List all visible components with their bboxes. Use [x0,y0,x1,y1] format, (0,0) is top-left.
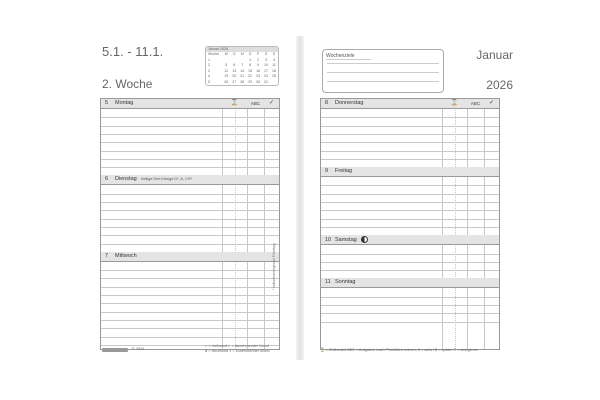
day-name: Sonntag [335,279,356,286]
day-label [325,100,363,106]
day-header [101,175,279,185]
moon-legend-1: ○ = Vollmond ◐ = abnehmender Mond [205,344,269,348]
day-number: 9 [325,168,329,175]
mini-calendar-cell: 20 [232,74,237,78]
date-range: 5.1. - 11.1. [102,44,164,59]
writing-line[interactable] [101,151,279,152]
column-divider [467,99,468,349]
day-name: Donnerstag [335,100,364,106]
checkmark-icon: ✓ [268,100,275,106]
writing-line[interactable] [101,244,279,245]
priority-header: ABC [470,101,481,106]
mini-calendar-cell: 7 [241,63,244,67]
writing-line[interactable] [101,134,279,135]
day-name: Montag [115,100,134,106]
mini-calendar-cell: 30 [256,79,261,84]
week-title: 2. Woche [102,77,153,91]
writing-line[interactable] [101,328,279,329]
weekly-goals-box[interactable] [322,49,444,93]
day-number: 8 [325,100,329,106]
writing-line[interactable] [101,303,279,304]
column-divider [484,99,485,349]
writing-line[interactable] [321,313,499,314]
mini-calendar-cell: 3 [208,68,210,73]
writing-line[interactable] [101,227,279,228]
writing-line[interactable] [101,167,279,168]
time-divider [455,99,456,349]
mini-calendar-cell: 19 [224,74,229,78]
moon-phase-icon [361,236,368,243]
writing-line[interactable] [101,320,279,321]
holiday-note: Heilige Drei Könige D*, A, CH* [140,177,192,182]
mini-calendar-cell: 11 [272,63,276,67]
day-header [321,278,499,288]
writing-line[interactable] [321,219,499,220]
cal-header: D [232,52,236,56]
moon-legend-2: ● = Neumond ◑ = zunehmender Mond [205,349,270,353]
priority-header: ABC [250,101,261,106]
writing-line[interactable] [321,322,499,323]
cal-header: M [240,52,244,56]
mini-calendar-cell: 5 [208,79,210,84]
day-label [105,176,192,182]
mini-calendar-cell: 17 [264,68,269,73]
mini-calendar-cell [270,80,278,86]
mini-calendar-cell: 4 [208,74,210,78]
mini-calendar-cell: 4 [273,57,275,62]
writing-line[interactable] [101,210,279,211]
day-name: Mittwoch [115,252,137,259]
mini-calendar-cell: 10 [264,63,269,67]
mini-calendar-cell: 24 [264,74,269,78]
writing-line[interactable] [321,305,499,306]
goal-line [327,63,439,64]
goal-line [327,81,439,82]
mini-calendar-cell: 5 [225,63,228,67]
cal-header: S [272,52,276,56]
mini-calendar-cell: 8 [249,63,252,67]
mini-calendar-cell: 14 [240,68,245,73]
day-name: Freitag [335,168,353,175]
day-header [101,252,279,262]
writing-line[interactable] [321,159,499,160]
day-label [105,100,133,106]
column-divider [442,99,443,349]
mini-calendar-cell: 12 [224,68,229,73]
writing-line[interactable] [321,227,499,228]
writing-line[interactable] [321,134,499,135]
footer-copyright: © 2024 [132,347,145,351]
writing-line[interactable] [321,185,499,186]
writing-line[interactable] [101,270,279,271]
day-number: 7 [105,252,109,259]
day-name: Samstag [335,237,357,244]
mini-calendar-title: Januar 2026 [206,47,278,52]
mini-calendar-cell: 26 [224,79,229,84]
mini-calendar-cell: 6 [233,63,236,67]
mini-calendar [205,46,279,86]
mini-calendar-row [206,80,278,86]
left-day-table [100,98,280,350]
writing-line[interactable] [321,270,499,271]
book-gutter [296,36,304,360]
mini-calendar-cell: 1 [208,57,210,62]
mini-calendar-cell: 3 [265,57,268,62]
cal-header: M [224,52,228,56]
writing-line[interactable] [321,202,499,203]
day-name: Dienstag [115,176,137,183]
writing-line[interactable] [101,142,279,143]
day-number: 11 [325,279,331,286]
day-label [325,236,368,243]
day-number: 10 [325,237,332,244]
day-header [321,167,499,177]
writing-line[interactable] [321,210,499,211]
day-number: 5 [105,100,109,106]
day-label [325,168,352,174]
priority-legend: ⌛ = Zeitbedarf ABC = Aufgaben nach Prioritäten ordnen, A = sofort B = später C = delegieren [320,348,479,352]
writing-line[interactable] [101,337,279,338]
writing-line[interactable] [101,312,279,313]
mini-calendar-cell: 1 [249,57,252,62]
mini-calendar-cell: 25 [272,74,276,78]
writing-line[interactable] [321,262,499,263]
right-page [305,30,515,360]
day-label [105,253,137,259]
mini-calendar-cell: 27 [232,79,237,84]
holiday-footnote: * teilweise/regional Feiertag [272,243,276,290]
writing-line[interactable] [321,297,499,298]
writing-line[interactable] [101,235,279,236]
mini-calendar-cell: 29 [248,79,253,84]
cal-header: F [257,52,260,56]
writing-line[interactable] [101,194,279,195]
writing-line[interactable] [101,278,279,279]
writing-line[interactable] [101,202,279,203]
writing-line[interactable] [321,126,499,127]
writing-line[interactable] [321,151,499,152]
goal-line [327,72,439,73]
mini-calendar-cell: 28 [240,79,245,84]
mini-calendar-cell: 21 [240,74,245,78]
hourglass-icon: ⌛ [230,100,239,106]
day-header [321,235,499,245]
mini-calendar-cell: 9 [257,63,260,67]
mini-calendar-cell: 13 [232,68,237,73]
writing-line[interactable] [101,219,279,220]
year-title: 2026 [486,78,513,92]
hourglass-icon: ⌛ [450,100,459,106]
left-page [85,30,295,360]
mini-calendar-cell: 16 [256,68,261,73]
mini-calendar-cell: 31 [264,79,269,84]
mini-calendar-cell: 23 [256,74,261,78]
mini-calendar-cell: 18 [272,68,276,73]
checkmark-icon: ✓ [488,100,495,106]
mini-calendar-cell: 15 [248,68,253,73]
month-title: Januar [476,48,513,62]
day-label [325,279,356,285]
day-number: 6 [105,176,109,183]
right-day-table [320,98,500,350]
writing-line[interactable] [321,142,499,143]
cal-header: S [264,52,268,56]
writing-line[interactable] [101,159,279,160]
writing-line[interactable] [101,117,279,118]
writing-line[interactable] [101,126,279,127]
writing-line[interactable] [321,194,499,195]
writing-line[interactable] [321,254,499,255]
brand-logo [102,348,128,352]
mini-calendar-cell: 2 [257,57,260,62]
writing-line[interactable] [101,295,279,296]
weekly-goals-label: Wochenziele [326,53,371,60]
cal-header: D [248,52,252,56]
cal-header: Woche [208,52,220,56]
mini-calendar-cell: 22 [248,74,253,78]
writing-line[interactable] [321,117,499,118]
mini-calendar-cell: 2 [208,63,210,67]
writing-line[interactable] [101,287,279,288]
